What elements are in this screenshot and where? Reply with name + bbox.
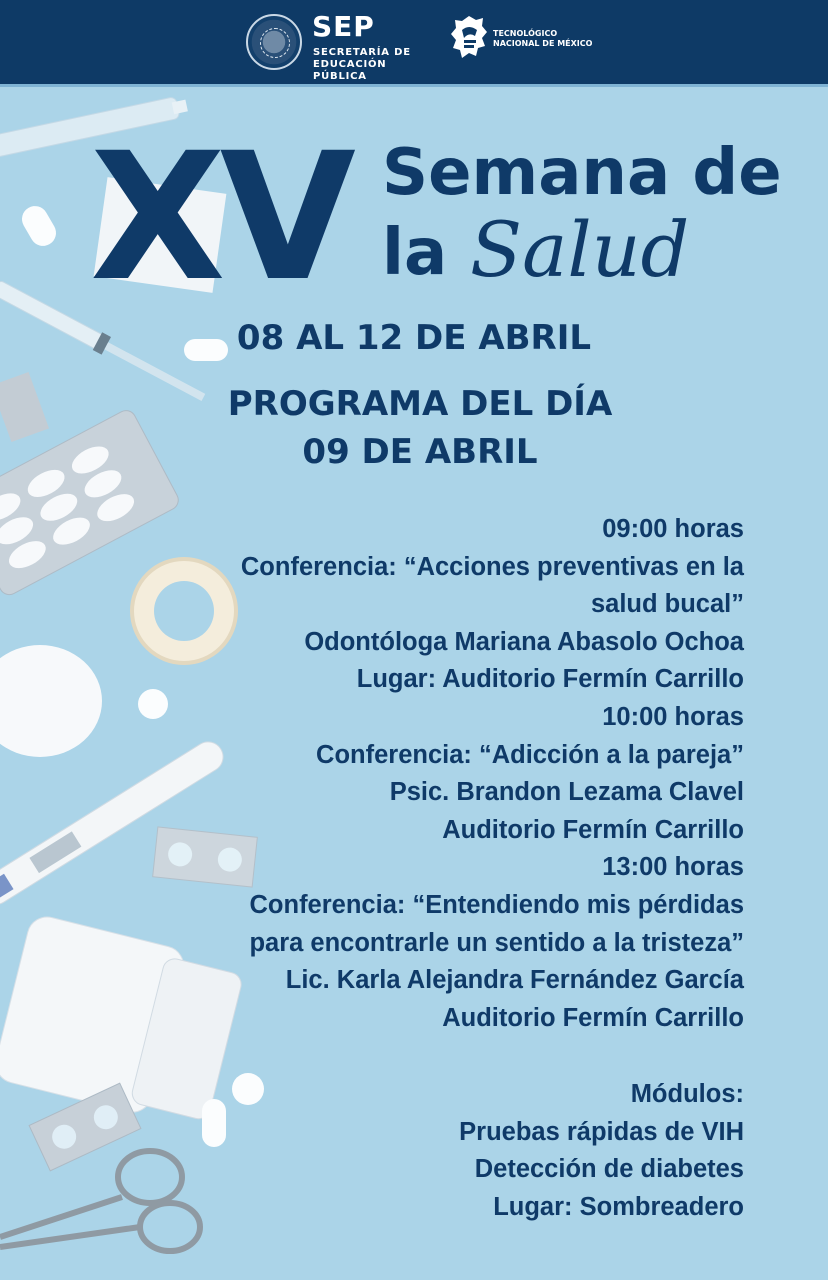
program-heading-line1: PROGRAMA DEL DÍA: [227, 384, 613, 424]
event-place: Auditorio Fermín Carrillo: [442, 1003, 744, 1032]
title-line2-la: la: [382, 216, 448, 290]
program-heading: [170, 380, 670, 476]
event-dates: 08 AL 12 DE ABRIL: [236, 318, 592, 358]
module-item: Detección de diabetes: [474, 1155, 744, 1184]
tecnm-text-line2: NACIONAL DE MÉXICO: [493, 39, 593, 48]
program-heading-line2: 09 DE ABRIL: [302, 432, 538, 472]
cotton-ball-icon: [0, 645, 102, 757]
edition-roman-numeral: XV: [90, 115, 350, 320]
title-line2-salud: Salud: [470, 205, 690, 294]
event-title-line: Conferencia: “Acciones preventivas en la: [240, 552, 744, 581]
sep-subtitle-line1: SECRETARÍA DE: [313, 47, 411, 58]
event-title-line: para encontrarle un sentido a la tristeza”: [249, 928, 744, 957]
small-blister-icon: [0, 372, 49, 442]
event-time: 09:00 horas: [602, 515, 744, 543]
modules-heading: Módulos:: [630, 1080, 744, 1108]
capsule-icon-3: [202, 1099, 226, 1147]
module-item: Pruebas rápidas de VIH: [459, 1117, 744, 1146]
event-speaker: Odontóloga Mariana Abasolo Ochoa: [304, 627, 744, 656]
sep-logo-subtitle: [313, 47, 443, 83]
event-time: 10:00 horas: [602, 702, 744, 731]
tecnm-text-line1: TECNOLÓGICO: [493, 29, 558, 38]
tecnm-logo-icon: [450, 14, 488, 66]
title-line1: Semana de: [382, 136, 782, 210]
modules-place: Lugar: Sombreadero: [493, 1192, 744, 1221]
event-time: 13:00 horas: [602, 853, 744, 882]
modules-section: [244, 1076, 744, 1226]
event-place: Auditorio Fermín Carrillo: [442, 815, 744, 844]
event-title-line: Conferencia: “Adicción a la pareja”: [316, 740, 744, 769]
sep-logo-word: SEP: [312, 10, 375, 43]
event-title-line: salud bucal”: [590, 590, 744, 619]
event-title-line: Conferencia: “Entendiendo mis pérdidas: [249, 890, 744, 919]
program-schedule: [144, 511, 744, 1037]
event-place: Lugar: Auditorio Fermín Carrillo: [356, 665, 744, 694]
scissors-icon: [0, 1151, 200, 1251]
event-speaker: Psic. Brandon Lezama Clavel: [389, 778, 744, 807]
header-bar: [0, 0, 828, 87]
capsule-icon: [17, 201, 61, 250]
mexico-coat-of-arms-icon: [246, 14, 302, 70]
sep-subtitle-line2: EDUCACIÓN PÚBLICA: [313, 59, 387, 82]
tecnm-logo-text: [493, 29, 603, 49]
event-speaker: Lic. Karla Alejandra Fernández García: [285, 966, 744, 995]
